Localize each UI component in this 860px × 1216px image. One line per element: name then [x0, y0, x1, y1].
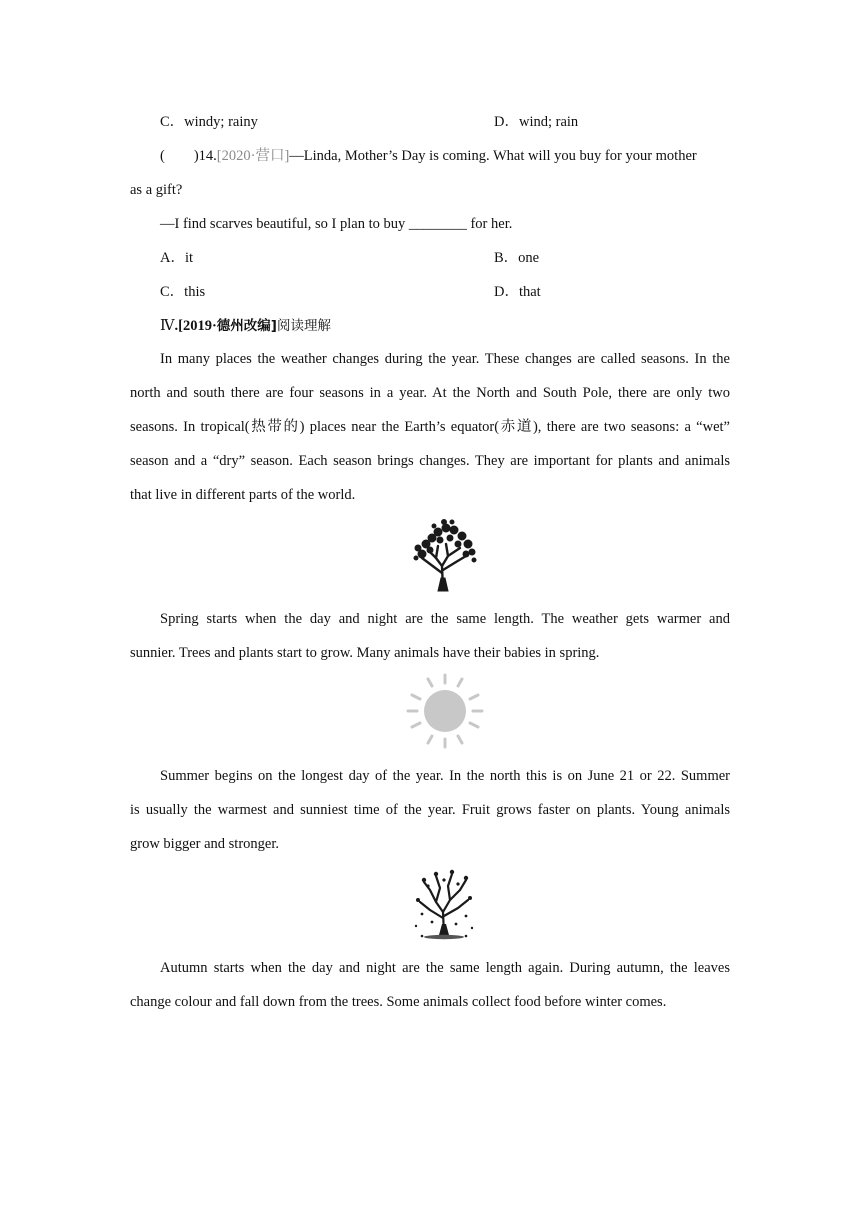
paragraph-line: In many places the weather changes during the year. These changes are called seasons. In the [160, 351, 730, 367]
paragraph-line: is usually the warmest and sunniest time of the year. Fruit grows faster on plants. Young animals [130, 802, 730, 818]
paragraph-line: seasons. In tropical(热带的) places near the Earth’s equator(赤道), there are two seasons: a “wet” [130, 419, 730, 435]
section-title: 阅读理解 [276, 318, 331, 334]
question-text: —Linda, Mother’s Day is coming. What will you buy for your mother [289, 148, 697, 164]
paragraph-line: Summer begins on the longest day of the year. In the north this is on June 21 or 22. Summer [160, 768, 730, 784]
option-d: D．that [494, 284, 541, 300]
sun-icon [404, 673, 486, 749]
question-14-line-2: as a gift? [130, 182, 183, 198]
question-source: [2020·营口] [216, 148, 290, 164]
paragraph-line: season and a “dry” season. Each season brings changes. They are important for plants and animals [130, 453, 730, 469]
section-source-place: 德州改编] [216, 318, 277, 334]
autumn-tree-icon [410, 866, 478, 940]
option-a: A．it [160, 250, 194, 266]
section-source-year: .[2019· [174, 318, 217, 334]
spring-tree-icon [410, 518, 480, 592]
paragraph-line: Autumn starts when the day and night are the same length again. During autumn, the leaves [160, 960, 730, 976]
paragraph-line: sunnier. Trees and plants start to grow. Many animals have their babies in spring. [130, 645, 600, 661]
paragraph-line: north and south there are four seasons in a year. At the North and South Pole, there are only two [130, 385, 730, 401]
section-numeral: Ⅳ [160, 318, 175, 334]
option-c: C．windy; rainy [160, 114, 258, 130]
option-b: B．one [494, 250, 540, 266]
section-heading [160, 316, 331, 336]
question-14-line-3: —I find scarves beautiful, so I plan to buy ________ for her. [160, 216, 513, 232]
paragraph-line: change colour and fall down from the trees. Some animals collect food before winter comes. [130, 994, 667, 1010]
option-d: D．wind; rain [494, 114, 579, 130]
paragraph-line: that live in different parts of the world. [130, 487, 356, 503]
option-c: C．this [160, 284, 206, 300]
question-14-stem [160, 146, 697, 166]
answer-blank: ( )14. [160, 148, 217, 164]
paragraph-line: grow bigger and stronger. [130, 836, 279, 852]
paragraph-line: Spring starts when the day and night are the same length. The weather gets warmer and [160, 611, 730, 627]
